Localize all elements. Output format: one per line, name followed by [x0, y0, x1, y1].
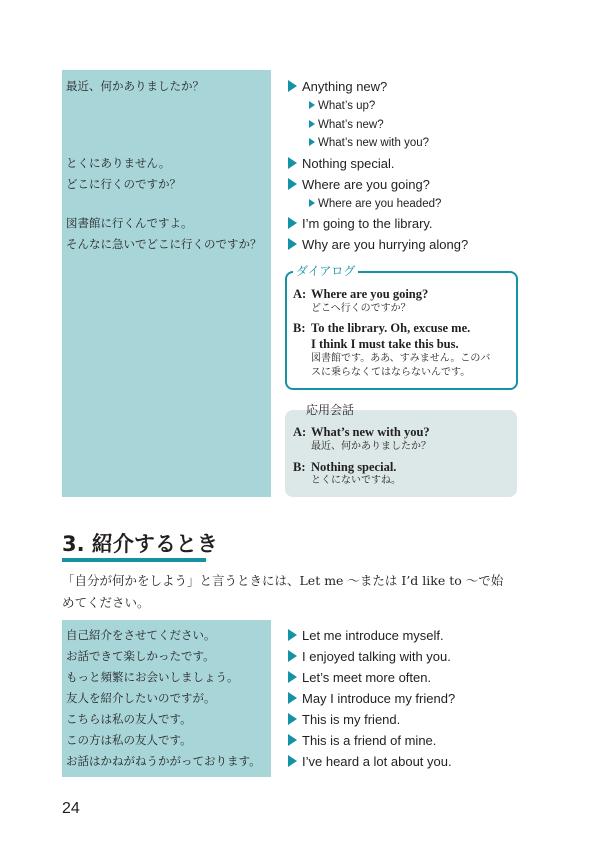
triangle-right-icon: [309, 199, 315, 207]
jp-phrase: この方は私の友人です。: [66, 733, 192, 747]
en-phrase: [288, 155, 395, 173]
dialog-en-line: I think I must take this bus.: [311, 337, 459, 351]
jp-phrase: とくにありません。: [66, 156, 171, 170]
en-sub-phrase-text: What’s new?: [318, 119, 384, 131]
en-phrase: [288, 176, 430, 194]
page-number: 24: [62, 800, 80, 817]
triangle-right-icon: [288, 629, 297, 641]
en-phrase-text: Let’s meet more often.: [302, 670, 432, 685]
en-sub-phrase-text: What’s up?: [318, 100, 376, 112]
en-phrase: [288, 753, 452, 771]
en-phrase: [288, 78, 387, 96]
en-sub-phrase: [309, 98, 375, 114]
triangle-right-icon: [288, 713, 297, 725]
applied-jp-line: 最近、何かありましたか？: [311, 441, 431, 452]
en-phrase-text: I enjoyed talking with you.: [302, 649, 451, 664]
dialog-en-line: To the library. Oh, excuse me.: [311, 321, 471, 335]
en-phrase: [288, 669, 431, 687]
en-phrase-text: I’ve heard a lot about you.: [302, 754, 452, 769]
en-phrase-text: Why are you hurrying along?: [302, 237, 469, 252]
triangle-right-icon: [288, 217, 297, 229]
section-heading: 3. 紹介するとき: [62, 532, 218, 556]
en-sub-phrase: [309, 196, 441, 212]
en-phrase: [288, 690, 455, 708]
triangle-right-icon: [288, 671, 297, 683]
heading-underline: [62, 558, 206, 562]
en-phrase-text: This is my friend.: [302, 712, 401, 727]
intro-paragraph-line: めてください。: [62, 595, 150, 610]
triangle-right-icon: [288, 734, 297, 746]
jp-phrase: 最近、何かありましたか？: [66, 79, 204, 93]
dialog-en-line: Where are you going?: [311, 287, 429, 301]
jp-phrase: 図書館に行くんですよ。: [66, 216, 193, 230]
en-phrase-text: Where are you going?: [302, 177, 430, 192]
en-sub-phrase: [309, 135, 429, 151]
en-phrase-text: May I introduce my friend?: [302, 691, 456, 706]
jp-phrase: もっと頻繁にお会いしましょう。: [66, 670, 239, 684]
triangle-right-icon: [288, 692, 297, 704]
jp-phrase: そんなに急いでどこに行くのですか？: [66, 237, 262, 251]
intro-paragraph-line: 「自分が何かをしよう」と言うときには、Let me ～または I’d like to ～で始: [62, 573, 504, 588]
dialog-jp-line: スに乗らなくてはならないんです。: [311, 367, 471, 378]
en-phrase-text: I’m going to the library.: [302, 216, 433, 231]
triangle-right-icon: [288, 238, 297, 250]
applied-jp-line: とくにないですね。: [311, 475, 401, 486]
triangle-right-icon: [309, 138, 315, 146]
triangle-right-icon: [288, 755, 297, 767]
dialog-box-title-text: ダイアログ: [296, 264, 356, 278]
triangle-right-icon: [309, 101, 315, 109]
en-phrase: [288, 627, 444, 645]
applied-speaker: B:: [293, 460, 306, 474]
jp-phrase: お話はかねがねうかがっております。: [66, 754, 261, 768]
japanese-phrase-panel-top: [62, 70, 271, 497]
en-sub-phrase-text: What’s new with you?: [318, 137, 430, 149]
applied-en-line: Nothing special.: [311, 460, 397, 474]
jp-phrase: お話できて楽しかったです。: [66, 649, 215, 663]
triangle-right-icon: [309, 120, 315, 128]
en-phrase: [288, 236, 468, 254]
triangle-right-icon: [288, 80, 297, 92]
jp-phrase: どこに行くのですか？: [66, 177, 181, 191]
dialog-jp-line: どこへ行くのですか？: [311, 303, 411, 314]
dialog-box-title: [293, 264, 358, 278]
en-sub-phrase-text: Where are you headed?: [318, 198, 442, 210]
jp-phrase: こちらは私の友人です。: [66, 712, 192, 726]
dialog-speaker: B:: [293, 321, 306, 335]
triangle-right-icon: [288, 178, 297, 190]
triangle-right-icon: [288, 157, 297, 169]
en-phrase-text: Let me introduce myself.: [302, 628, 444, 643]
en-phrase: [288, 732, 436, 750]
applied-en-line: What’s new with you?: [311, 425, 430, 439]
en-sub-phrase: [309, 117, 384, 133]
applied-box-title: [303, 403, 357, 417]
en-phrase: [288, 711, 400, 729]
applied-box-title-text: 応用会話: [306, 403, 355, 417]
dialog-jp-line: 図書館です。ああ、すみません。このバ: [311, 353, 491, 364]
en-phrase: [288, 648, 451, 666]
dialog-speaker: A:: [293, 287, 307, 301]
triangle-right-icon: [288, 650, 297, 662]
jp-phrase: 自己紹介をさせてください。: [66, 628, 216, 642]
en-phrase-text: Nothing special.: [302, 156, 395, 171]
en-phrase-text: This is a friend of mine.: [302, 733, 437, 748]
jp-phrase: 友人を紹介したいのですが。: [66, 691, 216, 705]
applied-speaker: A:: [293, 425, 307, 439]
en-phrase-text: Anything new?: [302, 79, 388, 94]
en-phrase: [288, 215, 433, 233]
